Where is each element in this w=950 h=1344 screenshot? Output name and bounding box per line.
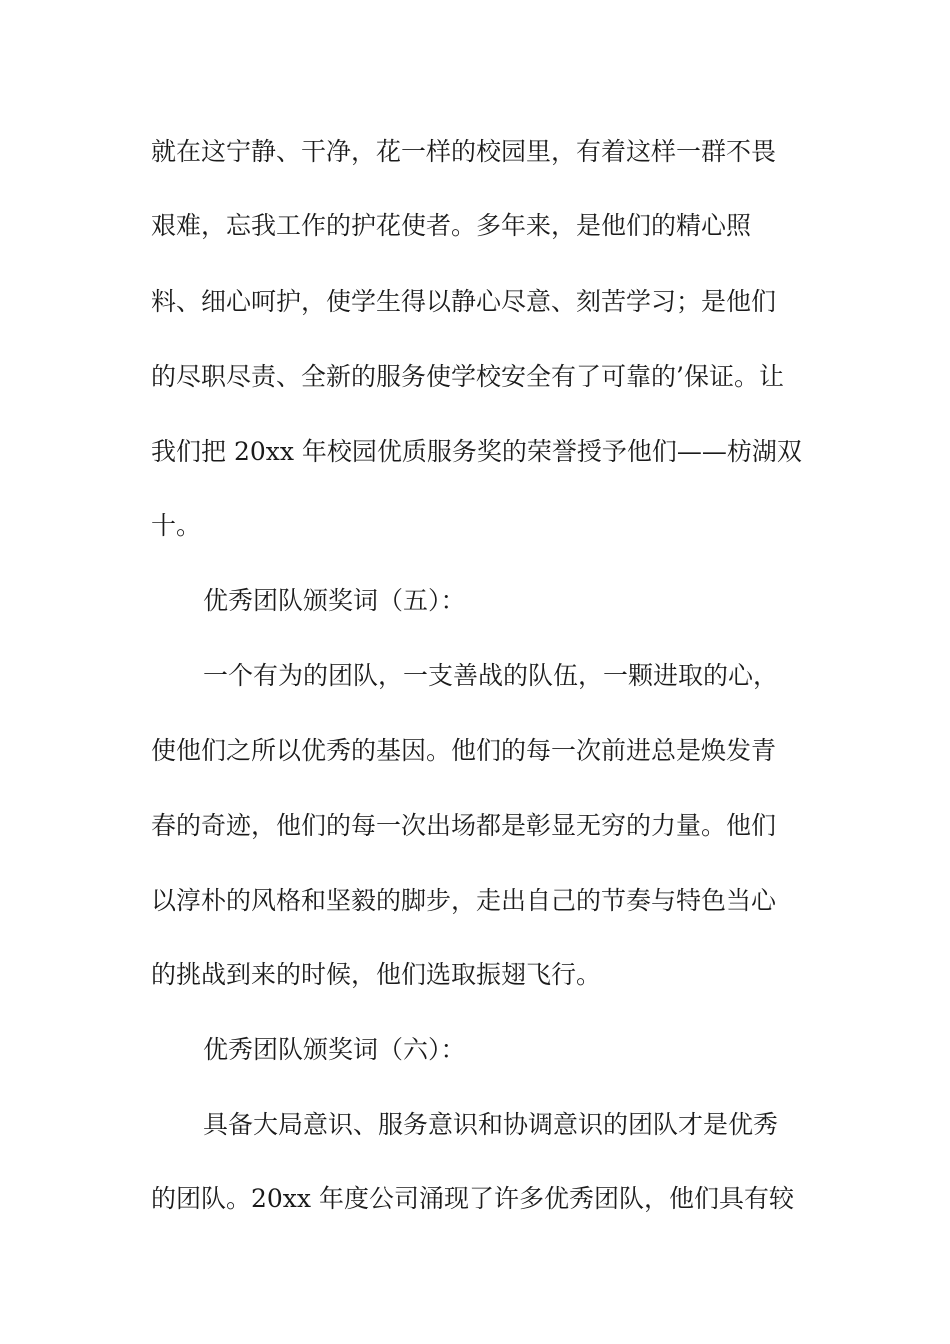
paragraph-line: 的挑战到来的时候，他们选取振翅飞行。 (151, 960, 602, 989)
paragraph-line: 我们把 20xx 年校园优质服务奖的荣誉授予他们——枋湖双 (151, 437, 802, 466)
paragraph-line: 的尽职尽责、全新的服务使学校安全有了可靠的’保证。让 (151, 362, 784, 391)
paragraph-line: 料、细心呵护，使学生得以静心尽意、刻苦学习；是他们 (151, 287, 777, 316)
section-heading: 优秀团队颁奖词（五）： (203, 586, 466, 615)
paragraph-line: 春的奇迹，他们的每一次出场都是彰显无穷的力量。他们 (151, 811, 777, 840)
paragraph-line: 的团队。20xx 年度公司涌现了许多优秀团队，他们具有较 (151, 1184, 794, 1213)
paragraph-line: 一个有为的团队，一支善战的队伍，一颗进取的心， (203, 661, 779, 690)
paragraph-line: 使他们之所以优秀的基因。他们的每一次前进总是焕发青 (151, 736, 777, 765)
section-heading: 优秀团队颁奖词（六）： (203, 1035, 466, 1064)
paragraph-line: 就在这宁静、干净，花一样的校园里，有着这样一群不畏 (151, 137, 777, 166)
paragraph-line: 以淳朴的风格和坚毅的脚步，走出自己的节奏与特色当心 (151, 886, 777, 915)
paragraph-line: 具备大局意识、服务意识和协调意识的团队才是优秀 (203, 1110, 779, 1139)
paragraph-line: 十。 (151, 511, 202, 540)
paragraph-line: 艰难，忘我工作的护花使者。多年来，是他们的精心照 (151, 211, 752, 240)
